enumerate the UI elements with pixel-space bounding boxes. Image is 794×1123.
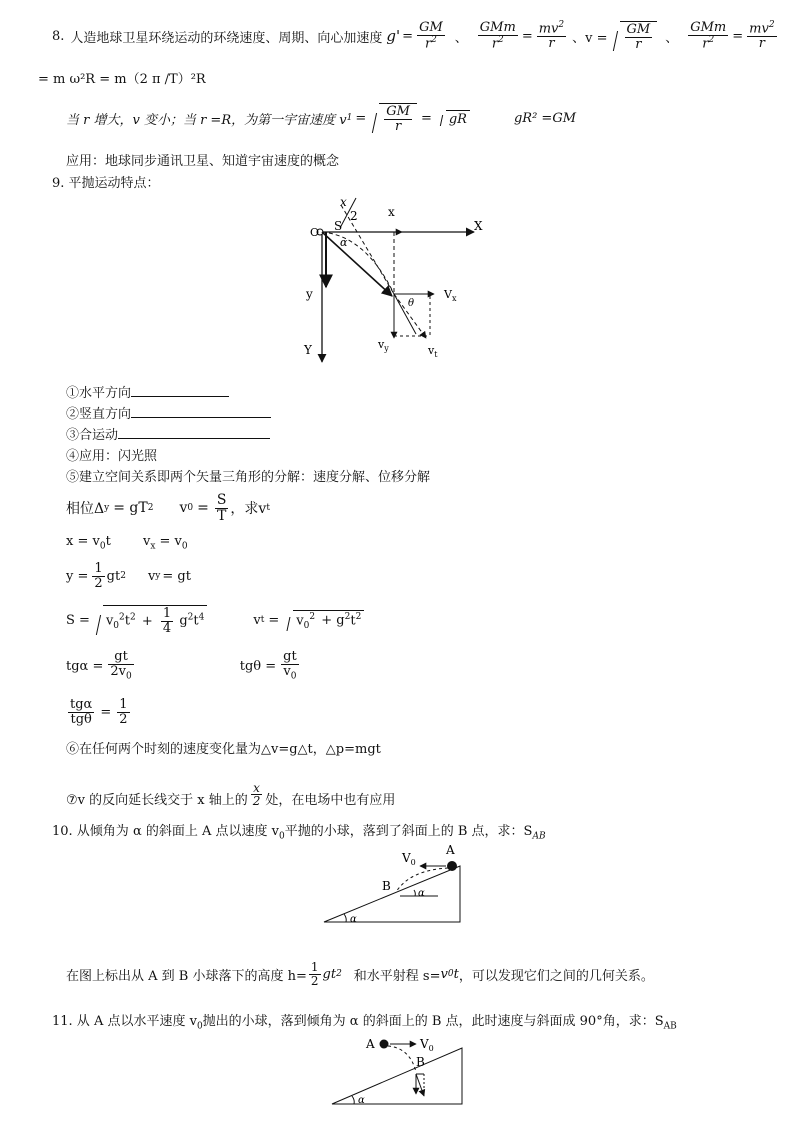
label-x-half-bot: 2 — [350, 209, 358, 223]
label-V0: $V_0$ — [402, 851, 416, 867]
item9-point-7: ⑦v 的反向延长线交于 x 轴上的 $\frac{x}{2}$ 处，在电场中也有应用 — [66, 780, 396, 809]
displacement-s — [322, 232, 392, 296]
item8-frac-mv2: $\frac{mv^2}{r}$ — [538, 20, 565, 52]
label-A: A — [446, 843, 455, 857]
item8-line1 — [52, 14, 779, 58]
trajectory — [388, 1046, 416, 1072]
item9-title: 9. 平抛运动特点： — [52, 176, 160, 191]
item11-incline-diagram — [326, 1030, 470, 1110]
velocity-perp — [416, 1074, 424, 1096]
item8-line3: 当 r 增大，v 变小；当 r =R，为第一宇宙速度 v 1 = $\frac{GM}{r}$ = gR gR² =GM — [66, 103, 577, 134]
item8-sqrt-gr: gR — [436, 110, 470, 127]
item9-list-1: ①水平方向 — [66, 382, 229, 401]
label-vy: $v_y$ — [378, 338, 389, 353]
label-B: B — [416, 1055, 425, 1069]
item8-frac-mv2-2: $\frac{mv^2}{r}$ — [749, 20, 775, 52]
ball-A — [380, 1040, 389, 1049]
item9-formula-1: 相位Δ y = gT 2 v 0 = $\frac{S}{T}$ ，求v t — [66, 491, 270, 524]
label-vx: $V_x$ — [444, 288, 457, 303]
incline — [324, 866, 460, 922]
item9-projectile-diagram — [296, 192, 496, 368]
item8-app: 应用：地球同步通讯卫星、知道宇宙速度的概念 — [66, 154, 340, 169]
item8-frac-gmm: $\frac{\text{GMm}}{r^2}$ — [479, 20, 516, 52]
item10-title: 10. 从倾角为 α 的斜面上 A 点以速度 $v_0$平抛的小球，落到了斜面上的 B 点，求：$S_{AB}$ — [52, 824, 546, 842]
label-B: B — [382, 879, 391, 893]
label-theta: θ — [408, 298, 415, 309]
item10-note: 在图上标出从 A 到 B 小球落下的高度 h= $\frac{1}{2}$ gt 2 和水平射程 s= v 0 t ，可以发现它们之间的几何关系。 — [66, 959, 654, 988]
item8-sep2: 、 — [665, 30, 679, 46]
item8-intro: 人造地球卫星环绕运动的环绕速度、周期、向心加速度 — [70, 30, 383, 46]
item8-sqrt-gm-r-2: $\frac{GM}{r}$ — [369, 103, 417, 133]
angle-arc-bottom — [344, 914, 346, 922]
label-alpha: α — [340, 236, 348, 249]
item8-frac-gm-d: $r^2$ — [424, 34, 437, 52]
item9-formula-4: S = $v_0^2t^2$ + $\frac{1}{4}$ $g^2t^4$ v t = $v_0^2 + g^2t^2$ — [66, 600, 364, 640]
item9-list-3: ③合运动 — [66, 424, 270, 443]
item10-incline-diagram — [320, 840, 470, 926]
item8-gprime: g' — [386, 27, 401, 45]
label-x: x — [388, 205, 395, 219]
item8-sep1: 、 — [454, 30, 468, 46]
item8-line2: = m ω²R = m（2 π /T）²R — [38, 72, 206, 87]
item8-frac-gmm2: $\frac{\text{GMm}}{r^2}$ — [690, 20, 727, 52]
item9-list-4: ④应用：闪光照 — [66, 449, 158, 464]
angle-arc-top — [414, 890, 415, 896]
item8-line3-eq: = — [355, 110, 367, 126]
item8-eq1: = — [402, 28, 414, 44]
item8-v-eq: 、v = — [572, 30, 608, 46]
item9-formula-6: $\frac{\text{tgα}}{\text{tgθ}}$ = $\frac{1}{2}$ — [70, 696, 128, 727]
label-O: O — [310, 226, 320, 239]
label-A: A — [366, 1037, 375, 1051]
label-alpha-bottom: α — [350, 914, 357, 925]
label-Y: Y — [304, 343, 312, 357]
item8-gr2: gR² =GM — [513, 110, 577, 126]
label-X: X — [474, 219, 483, 233]
label-alpha: α — [358, 1095, 365, 1106]
label-alpha-top: α — [418, 888, 425, 899]
item8-sqrt-gm-r: $\frac{GM}{r}$ — [610, 21, 658, 51]
item8-frac-gm-n: GM — [419, 20, 443, 36]
item8-line3a: 当 r 增大，v 变小；当 r =R，为第一宇宙速度 v — [66, 112, 347, 128]
dash-tangent — [341, 205, 394, 294]
item9-list-5: ⑤建立空间关系即两个矢量三角形的分解：速度分解、位移分解 — [66, 470, 431, 485]
item9-formula-5: tgα = $\frac{gt}{2v_0}$ tgθ = $\frac{gt}{v_0}$ — [66, 649, 297, 682]
label-V0: $V_0$ — [420, 1037, 434, 1053]
label-S: S — [334, 219, 343, 233]
incline — [332, 1048, 462, 1104]
item9-list-2: ②竖直方向 — [66, 403, 271, 422]
item8-line3-eq2: = — [420, 110, 432, 126]
item9-formula-2: $x = v_0t$ $v_x = v_0$ — [66, 534, 188, 552]
label-vt: $v_t$ — [428, 344, 438, 359]
label-y: y — [306, 287, 313, 301]
item8-number: 8. — [52, 28, 65, 44]
item9-formula-3: y = $\frac{1}{2}$ gt 2 v y = gt — [66, 560, 191, 591]
angle-arc — [352, 1096, 354, 1104]
item11-title: 11. 从 A 点以水平速度 $v_0$抛出的小球，落到倾角为 α 的斜面上的 B 点，此时速度与斜面成 90°角，求：$S_{AB}$ — [52, 1014, 677, 1032]
ball-A — [447, 861, 457, 871]
item8-frac-gm — [417, 21, 445, 51]
label-x-half-top: x — [340, 195, 347, 209]
item8-eq3: = — [732, 28, 744, 44]
item9-point-6: ⑥在任何两个时刻的速度变化量为△v=g△t，△p=mgt — [66, 742, 381, 757]
item8-eq2: = — [521, 28, 533, 44]
